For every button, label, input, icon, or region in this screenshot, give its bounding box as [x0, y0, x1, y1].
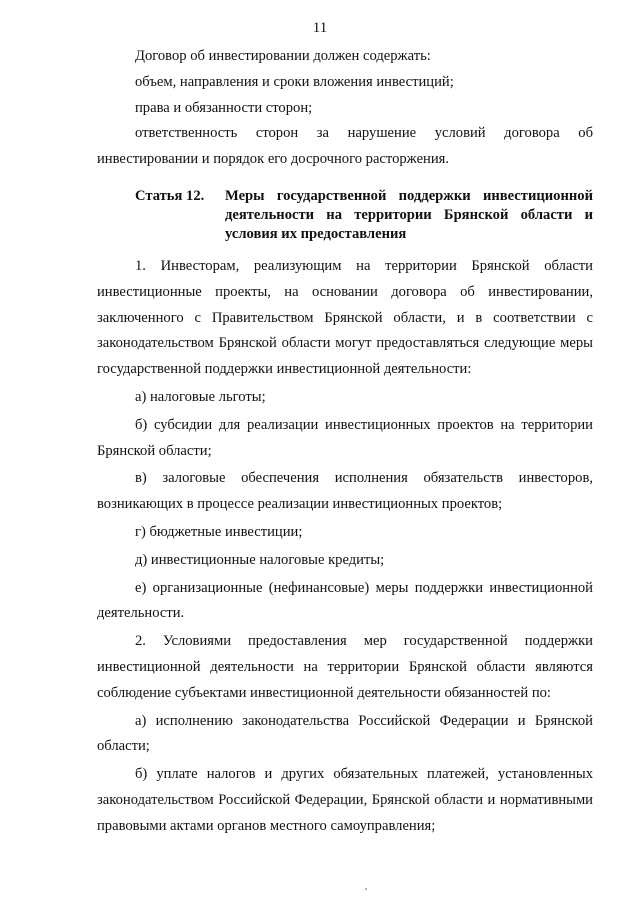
paragraph: объем, направления и сроки вложения инвестиций;: [135, 73, 454, 90]
list-item: в) залоговые обеспечения исполнения обязательств инвесторов, возникающих в процессе реализации инвестиционных проектов;: [97, 470, 593, 513]
paragraph: ответственность сторон за нарушение условий договора об инвестировании и порядок его досрочного расторжения.: [97, 125, 593, 168]
list-item: е) организационные (нефинансовые) меры поддержки инвестиционной деятельности.: [97, 579, 593, 622]
list-item: а) налоговые льготы;: [135, 388, 266, 405]
article-title-line: условия их предоставления: [225, 225, 407, 242]
article-label: Статья 12.: [135, 187, 205, 204]
article-title-line: деятельности на территории Брянской области и: [225, 206, 593, 223]
document-body: [97, 44, 593, 840]
article-title-line: Меры государственной поддержки инвестиционной: [225, 187, 593, 204]
paragraph: 2. Условиями предоставления мер государственной поддержки инвестиционной деятельности на территории Брянской области являются соблюдение субъектами инвестиционной деятельности обязанностей по:: [97, 633, 593, 701]
paragraph: Договор об инвестировании должен содержать:: [135, 48, 431, 64]
list-item: д) инвестиционные налоговые кредиты;: [135, 551, 385, 568]
article-heading: [97, 187, 593, 244]
list-item: б) уплате налогов и других обязательных платежей, установленных законодательством Российской Федерации, Брянской области и нормативными правовыми актами органов местного самоуправления;: [97, 766, 593, 834]
scan-speck: [365, 888, 367, 890]
list-item: г) бюджетные инвестиции;: [135, 523, 303, 540]
paragraph: права и обязанности сторон;: [135, 99, 313, 116]
list-item: б) субсидии для реализации инвестиционных проектов на территории Брянской области;: [97, 416, 593, 459]
paragraph: 1. Инвесторам, реализующим на территории Брянской области инвестиционные проекты, на основании договора об инвестировании, заключенного с Правительством Брянской области, и в соответствии с законодательством Брянской области могут предоставляться следующие меры государственной поддержки инвестиционной деятельности:: [97, 257, 593, 378]
page-number: 11: [312, 20, 328, 36]
list-item: а) исполнению законодательства Российской Федерации и Брянской области;: [97, 712, 593, 755]
article-title: [225, 187, 593, 244]
